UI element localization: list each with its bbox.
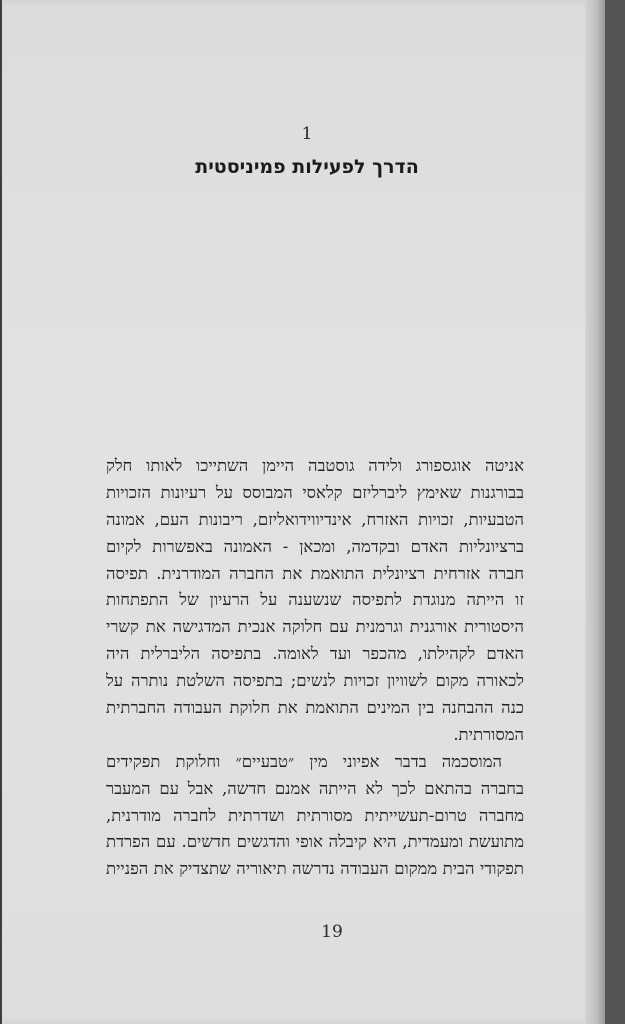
text-line: לכאורה מקום לשוויון זכויות לנשים; בתפיסה השלטת נותרה על [106, 671, 524, 691]
chapter-title: הדרך לפעילות פמיניסטית [195, 156, 419, 178]
text-line: המוסכמה בדבר אפיוני מין ״טבעיים״ וחלוקת תפקידים [106, 751, 502, 771]
text-line: זו הייתה מנוגדת לתפיסה שנשענה על הרעיון של התפתחות [106, 590, 524, 610]
book-page [2, 0, 605, 1024]
text-line: האדם לקהילתו, מהכפר ועד לאומה. בתפיסה הליברלית היה [106, 644, 524, 664]
chapter-number: 1 [301, 124, 313, 144]
text-line: בחברה בהתאם לכך לא הייתה אמנם חדשה, אבל עם המעבר [106, 778, 524, 798]
text-line: מתועשת ומעמדית, היא קיבלה אופי והדגשים חדשים. עם הפרדת [106, 832, 524, 852]
body-text [106, 453, 524, 883]
text-line: תפקודי הבית ממקום העבודה נדרשה תיאוריה שתצדיק את הפניית [106, 859, 524, 879]
text-line: אניטה אוגספורג ולידה גוסטבה היימן השתייכו לאותו חלק [106, 456, 524, 475]
text-line: כנה ההבחנה בין המינים התואמת את חלוקת העבודה החברתית [106, 698, 524, 718]
text-line: הטבעיות, זכויות האזרח, אינדיווידואליזם, ריבונות העם, אמונה [106, 509, 524, 529]
text-line: ברציונליות האדם ובקדמה, ומכאן - האמונה באפשרות לקיום [106, 536, 524, 556]
text-line: המסורתית. [453, 724, 524, 744]
text-line: חברה אזרחית רציונלית התואמת את החברה המודרנית. תפיסה [106, 563, 524, 583]
text-line: מחברה טרום-תעשייתית מסורתית ושדרתית לחברה מודרנית, [106, 805, 524, 825]
page-edge [585, 0, 605, 1024]
text-line: היסטורית אורגנית וגרמנית עם חלוקה אנכית המדגישה את קשרי [106, 617, 524, 637]
text-line: בבורגנות שאימץ ליברליזם קלאסי המבוסס על רעיונות הזכויות [106, 482, 524, 502]
page-number: 19 [321, 922, 343, 942]
